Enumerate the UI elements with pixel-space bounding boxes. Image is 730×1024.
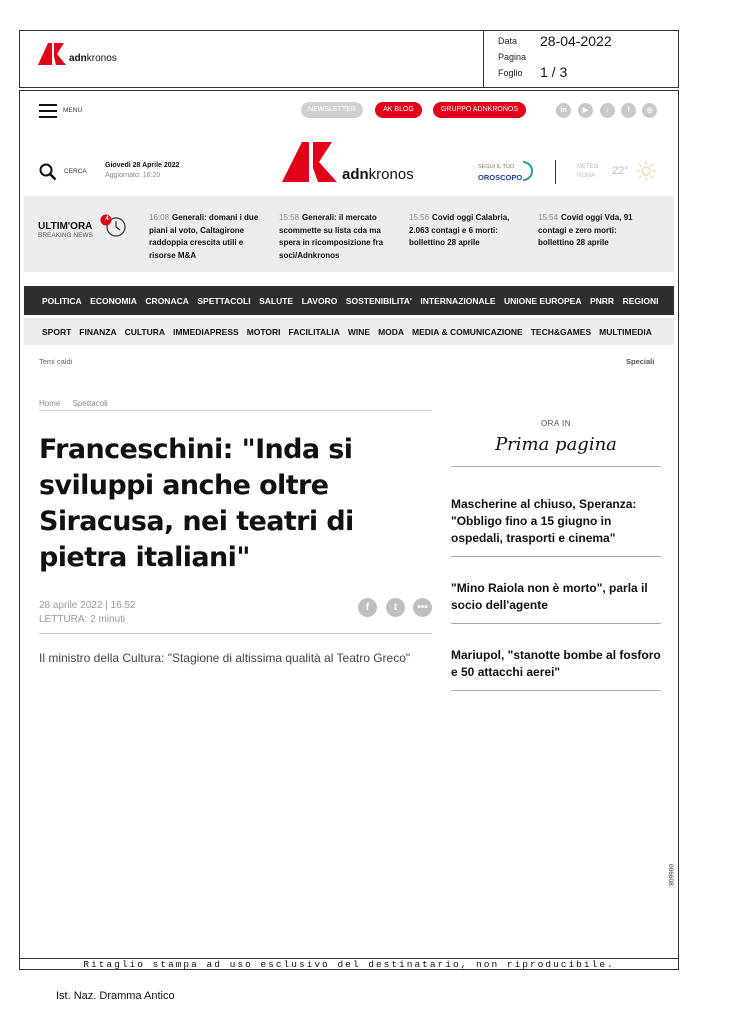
- youtube-icon[interactable]: ▶: [578, 103, 593, 118]
- nav-item-cronaca[interactable]: CRONACA: [145, 295, 189, 306]
- nav-item-pnrr[interactable]: PNRR: [589, 295, 615, 306]
- updated-time: Aggiornato: 16:20: [105, 172, 161, 179]
- newsletter-button[interactable]: NEWSLETTER: [301, 102, 363, 118]
- sidebar-article[interactable]: Mariupol, "stanotte bombe al fosforo e 50 attacchi aerei": [451, 648, 661, 679]
- breadcrumb-divider: [39, 410, 432, 411]
- breaking-news-bar: [24, 196, 674, 272]
- twitter-share-icon[interactable]: t: [386, 598, 405, 617]
- nav-item-sport[interactable]: SPORT: [42, 326, 72, 337]
- linkedin-icon[interactable]: in: [556, 103, 571, 118]
- nav-item-sostenibilita[interactable]: SOSTENIBILITA': [345, 295, 412, 306]
- nav-item-wine[interactable]: WINE: [347, 326, 371, 337]
- nav-item-salute[interactable]: SALUTE: [259, 295, 294, 306]
- meteo-temp: 22°: [612, 165, 629, 177]
- nav-item-moda[interactable]: MODA: [378, 326, 405, 337]
- nav-item-finanza[interactable]: FINANZA: [79, 326, 117, 337]
- breaking-subtitle: BREAKING NEWS: [38, 232, 93, 239]
- breadcrumb-home[interactable]: Home: [39, 399, 61, 408]
- instagram-icon[interactable]: ◎: [642, 103, 657, 118]
- nav-item-internazionale[interactable]: INTERNAZIONALE: [420, 295, 496, 306]
- search-label[interactable]: CERCA: [64, 168, 87, 175]
- article-reading-time: LETTURA: 2 minuti: [39, 614, 126, 625]
- meta-label-pagina: Pagina: [498, 52, 527, 62]
- breadcrumb: [39, 399, 108, 408]
- nav-item-motori[interactable]: MOTORI: [246, 326, 281, 337]
- nav-item-regioni[interactable]: REGIONI: [622, 295, 659, 306]
- meta-label-data: Data: [498, 36, 518, 46]
- clipping-meta: [484, 31, 678, 87]
- sidebar-title: Prima pagina: [495, 434, 617, 455]
- meta-label-foglio: Foglio: [498, 68, 523, 78]
- article-meta-divider: [39, 633, 432, 634]
- site-logo-text: adnkronos: [342, 166, 414, 183]
- secondary-nav: [24, 318, 674, 345]
- breaking-item[interactable]: 16:08 Generali: domani i due piani al voto, Caltagirone raddoppia crescita utili e risorse M&A: [149, 213, 259, 260]
- breaking-item[interactable]: 15:56 Covid oggi Calabria, 2.063 contagi e 6 morti: bollettino 28 aprile: [409, 213, 510, 247]
- nav-item-unione-europea[interactable]: UNIONE EUROPEA: [504, 295, 582, 306]
- tiktok-icon[interactable]: ♪: [600, 103, 615, 118]
- nav-item-facilitalia[interactable]: FACILITALIA: [288, 326, 340, 337]
- menu-label[interactable]: MENU: [63, 107, 83, 114]
- primary-nav: [24, 286, 674, 315]
- facebook-icon[interactable]: f: [621, 103, 636, 118]
- article-summary: Il ministro della Cultura: "Stagione di altissima qualità al Teatro Greco": [39, 651, 411, 665]
- breaking-title: ULTIM'ORA: [38, 221, 93, 232]
- clipping-code: 006608: [667, 864, 674, 886]
- breaking-item[interactable]: 15:54 Covid oggi Vda, 91 contagi e zero morti: bollettino 28 aprile: [538, 213, 633, 247]
- clipping-footer: Ritaglio stampa ad uso esclusivo del destinatario, non riproducibile.: [19, 958, 679, 971]
- sidebar-article[interactable]: Mascherine al chiuso, Speranza: "Obbligo fino a 15 giugno in ospedali, trasporti e cinema": [451, 497, 637, 545]
- horoscope-link[interactable]: OROSCOPO: [478, 173, 523, 182]
- adnkronos-logo-icon: [282, 142, 342, 182]
- facebook-share-icon[interactable]: f: [358, 598, 377, 617]
- temi-caldi-label[interactable]: Temi caldi: [39, 357, 73, 366]
- menu-icon[interactable]: [39, 104, 57, 122]
- ak-blog-button[interactable]: AK BLOG: [375, 102, 422, 118]
- horoscope-icon: [520, 160, 538, 182]
- more-share-icon[interactable]: •••: [413, 598, 432, 617]
- nav-item-spettacoli[interactable]: SPETTACOLI: [197, 295, 251, 306]
- speciali-label[interactable]: Speciali: [626, 357, 655, 366]
- divider: [555, 160, 556, 184]
- nav-item-media-comunicazione[interactable]: MEDIA & COMUNICAZIONE: [412, 326, 523, 337]
- current-date: Giovedì 28 Aprile 2022: [105, 162, 180, 169]
- meteo-city: ROMA: [577, 173, 595, 179]
- breadcrumb-section[interactable]: Spettacoli: [72, 399, 108, 408]
- nav-item-multimedia[interactable]: MULTIMEDIA: [599, 326, 652, 337]
- clipping-logo-area: [20, 31, 484, 87]
- client-name: Ist. Naz. Dramma Antico: [56, 990, 175, 1002]
- breaking-badge: 4: [105, 216, 109, 222]
- search-icon[interactable]: [39, 163, 57, 181]
- nav-item-immediapress[interactable]: IMMEDIAPRESS: [173, 326, 239, 337]
- sun-icon: [636, 161, 656, 181]
- horoscope-pre: SEGUI IL TUO: [478, 164, 515, 170]
- sidebar-divider: [451, 623, 661, 624]
- adnkronos-logo-icon: [38, 43, 68, 65]
- nav-item-tech-games[interactable]: TECH&GAMES: [530, 326, 592, 337]
- nav-item-economia[interactable]: ECONOMIA: [90, 295, 137, 306]
- meta-value-foglio: 1 / 3: [540, 64, 568, 80]
- article-headline: Franceschini: "Inda si sviluppi anche oltre Siracusa, nei teatri di pietra italiani": [39, 434, 354, 573]
- sidebar-divider: [451, 690, 661, 691]
- site-logo[interactable]: [282, 142, 414, 187]
- breaking-item[interactable]: 15:58 Generali: il mercato scommette su lista cda ma spera in ricomposizione fra soci/Adnkronos: [279, 213, 384, 260]
- sidebar-divider: [451, 556, 661, 557]
- clipping-logo: [38, 43, 117, 70]
- sidebar-kicker: ORA IN: [540, 419, 572, 428]
- sidebar-divider: [451, 466, 661, 467]
- gruppo-adnkronos-button[interactable]: GRUPPO ADNKRONOS: [433, 102, 526, 118]
- nav-item-politica[interactable]: POLITICA: [42, 295, 82, 306]
- nav-item-lavoro[interactable]: LAVORO: [301, 295, 338, 306]
- sidebar-article[interactable]: "Mino Raiola non è morto", parla il socio dell'agente: [451, 581, 648, 612]
- meta-value-data: 28-04-2022: [540, 33, 612, 49]
- article-date: 28 aprile 2022 | 16.52: [39, 600, 136, 611]
- meteo-label: METEO: [577, 164, 599, 170]
- clipping-logo-text: adnkronos: [69, 53, 117, 64]
- clipping-header: [19, 30, 679, 88]
- nav-item-cultura[interactable]: CULTURA: [124, 326, 166, 337]
